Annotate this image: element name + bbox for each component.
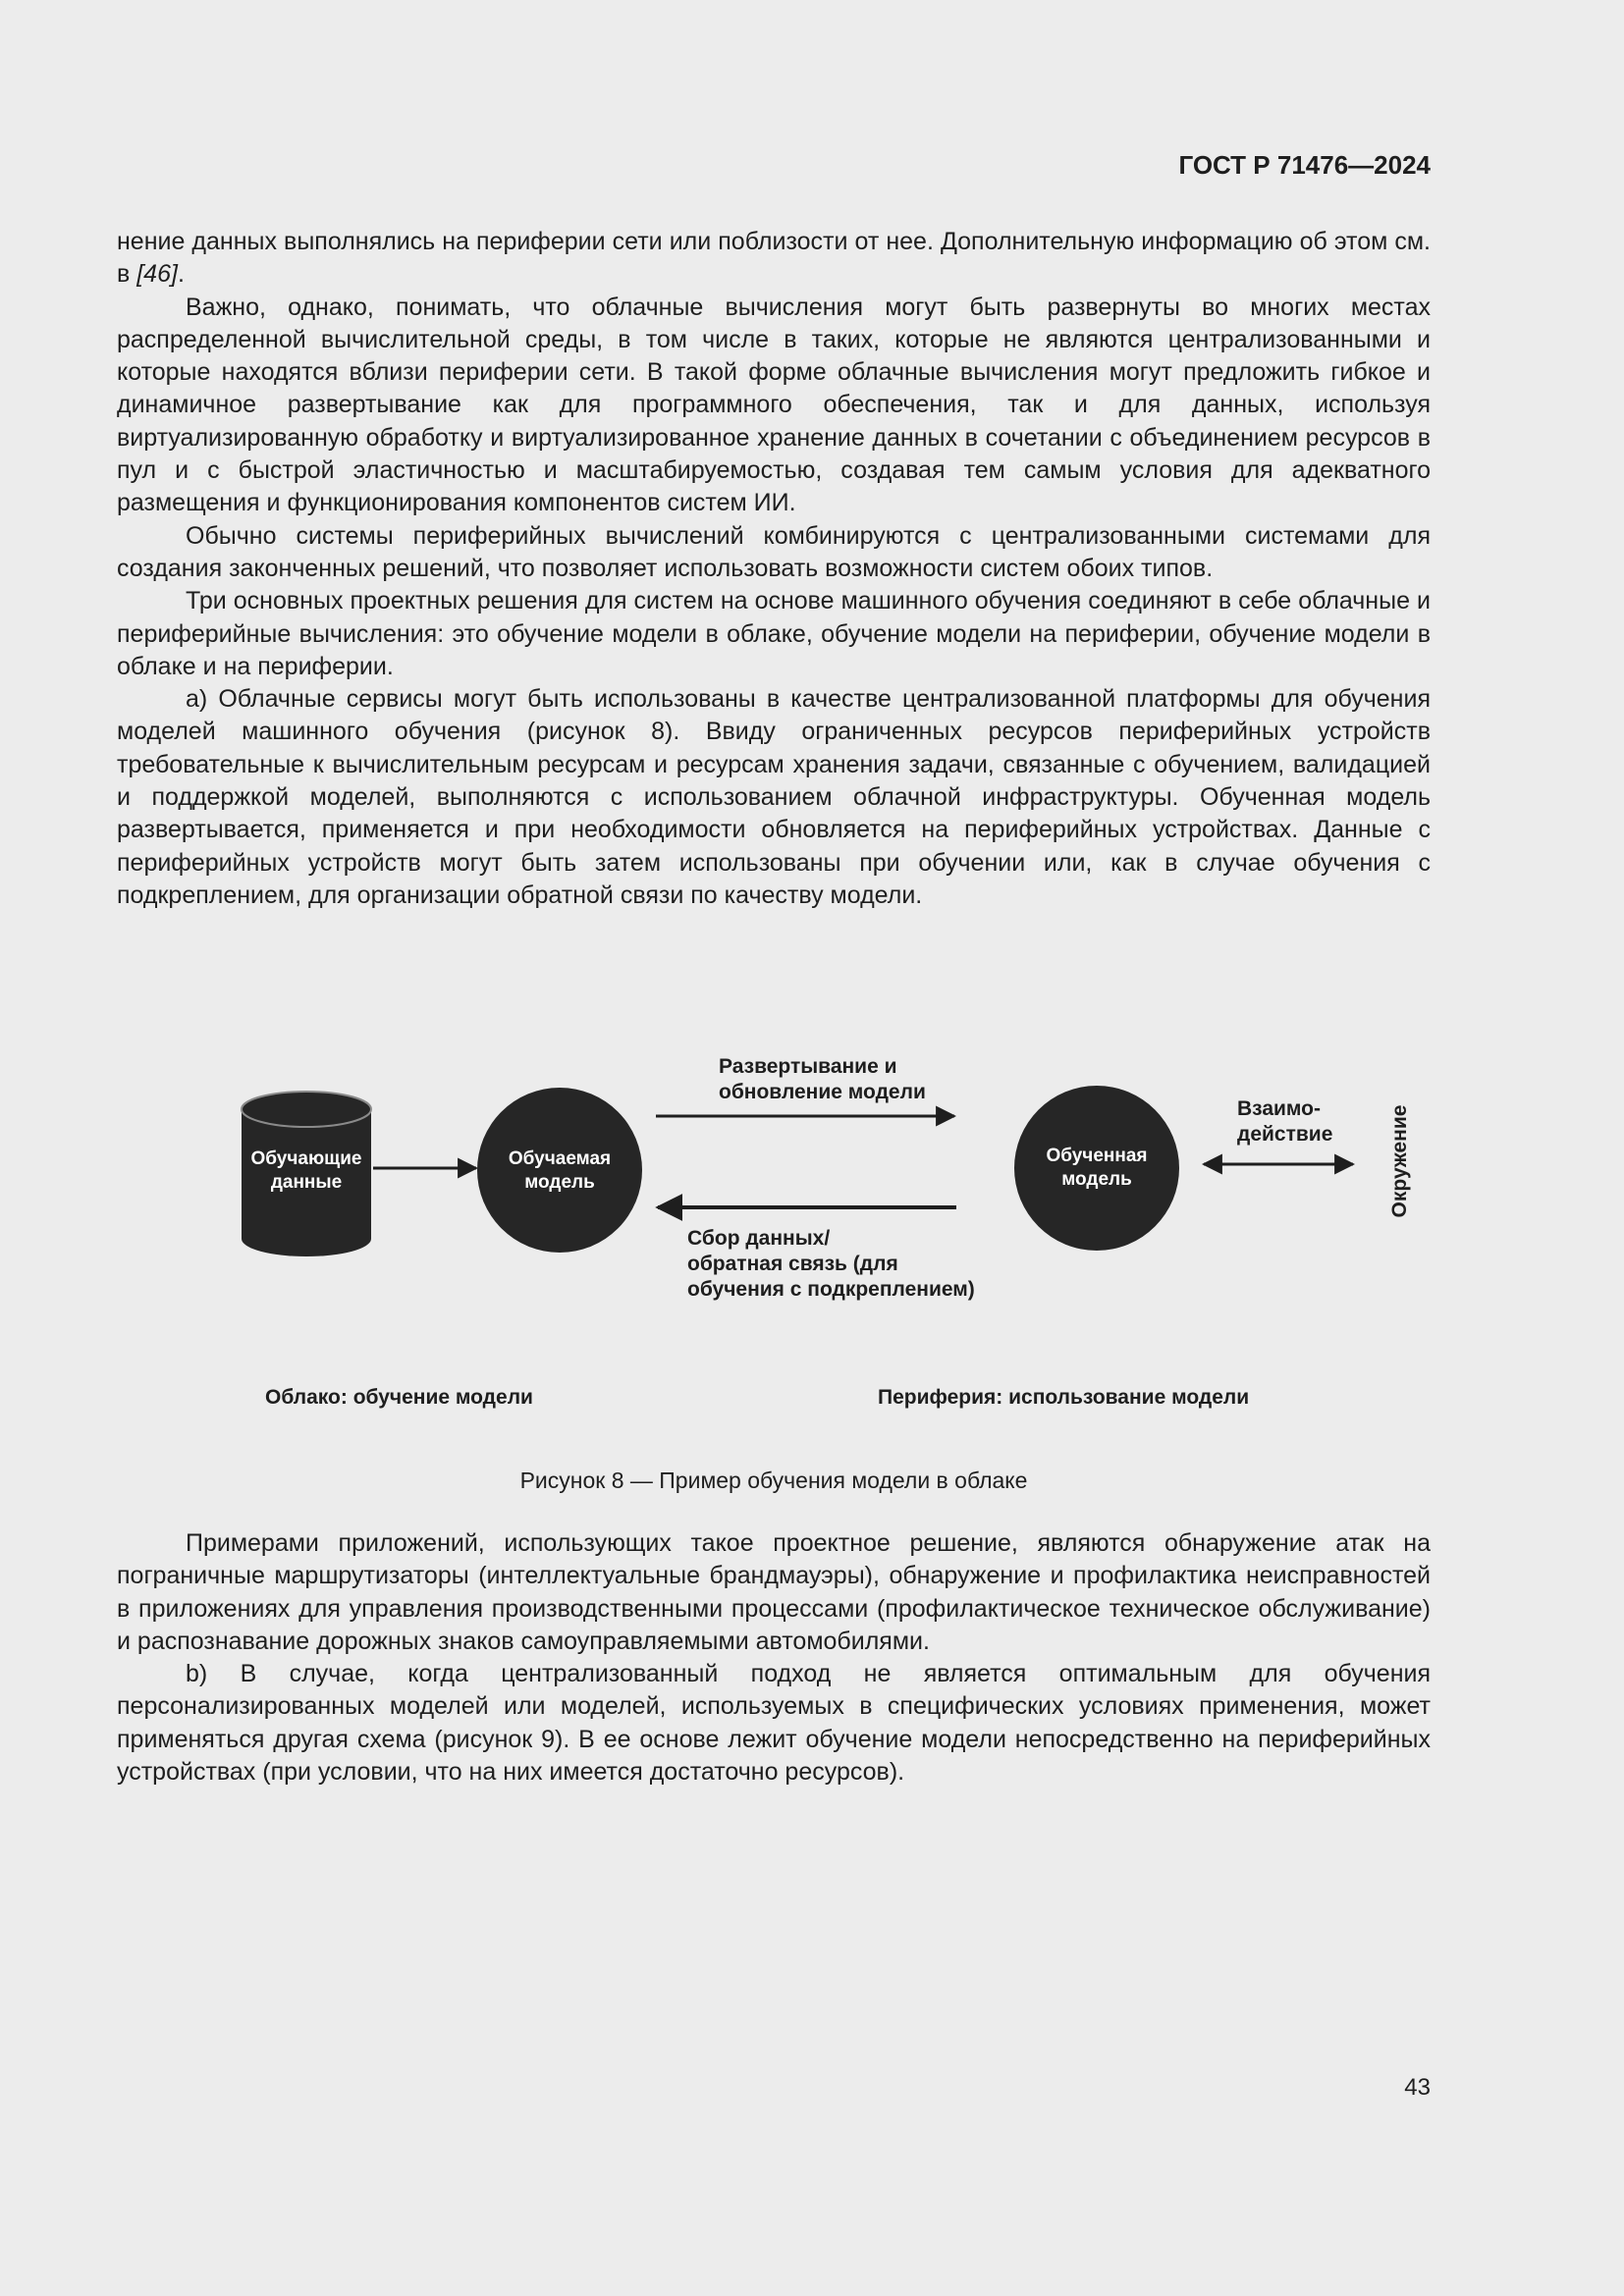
- feedback-label-3: обучения с подкреплением): [687, 1278, 975, 1301]
- citation-ref: [46]: [136, 260, 178, 289]
- edge-caption: Периферия: использование модели: [878, 1386, 1250, 1409]
- paragraph-text: b) В случае, когда централизованный подход не является оптимальным для обучения персонализированных моделей или моделей, используемых в специфических условиях применения, может применяться другая схема (рисунок 9). В ее основе лежит обучение модели непосредственно на периферийных устройствах (при условии, что на них имеется достаточно ресурсов).: [117, 1660, 1431, 1787]
- paragraph-text: Три основных проектных решения для систем на основе машинного обучения соединяют в себе облачные и периферийные вычисления: это обучение модели в облаке, обучение модели на периферии, обучение модели в облаке и на периферии.: [117, 587, 1431, 680]
- paragraph-text: Важно, однако, понимать, что облачные вычисления могут быть развернуты во многих местах распределенной вычислительной среды, в том числе в таких, которые не являются централизованными и которые находятся вблизи периферии сети. В такой форме облачные вычисления могут предложить гибкое и динамичное развертывание как для программного обеспечения, так и для данных, используя виртуализированную обработку и виртуализированное хранение данных в сочетании с объединением ресурсов в пул и с быстрой эластичностью и масштабируемостью, создавая тем самым условия для адекватного размещения и функционирования компонентов систем ИИ.: [117, 293, 1431, 517]
- page-number: 43: [1404, 2074, 1431, 2101]
- deploy-label-1: Развертывание и: [719, 1055, 897, 1078]
- deploy-label-2: обновление модели: [719, 1081, 926, 1103]
- training-data-label-2: данные: [270, 1172, 343, 1193]
- feedback-label-2: обратная связь (для: [687, 1253, 898, 1275]
- interaction-label-2: действие: [1237, 1123, 1333, 1146]
- trained-model-label-1: Обученная: [1046, 1146, 1148, 1166]
- cloud-caption: Облако: обучение модели: [265, 1386, 533, 1409]
- feedback-label-1: Сбор данных/: [687, 1227, 831, 1250]
- training-model-label-2: модель: [524, 1172, 595, 1193]
- interaction-label-1: Взаимо-: [1237, 1097, 1321, 1120]
- paragraph: [117, 1658, 1431, 1789]
- body-text-bottom: [117, 1527, 1431, 1789]
- trained-model-label-2: модель: [1061, 1169, 1132, 1190]
- paragraph-text: нение данных выполнялись на периферии сети или поблизости от нее. Дополнительную информацию об этом см. в: [117, 228, 1431, 289]
- paragraph: [117, 683, 1431, 912]
- paragraph: [117, 292, 1431, 520]
- paragraph: [117, 226, 1431, 292]
- training-data-cylinder: [242, 1092, 371, 1256]
- paragraph: [117, 520, 1431, 586]
- environment-label: Окружение: [1388, 1104, 1411, 1218]
- paragraph-text: .: [177, 260, 185, 289]
- paragraph-text: Примерами приложений, использующих такое проектное решение, являются обнаружение атак на пограничные маршрутизаторы (интеллектуальные брандмауэры), обнаружение и профилактика неисправностей в приложениях для управления производственными процессами (профилактическое техническое обслуживание) и распознавание дорожных знаков самоуправляемыми автомобилями.: [117, 1529, 1431, 1655]
- figure-8-diagram: [177, 1021, 1453, 1433]
- training-model-circle: [477, 1088, 642, 1253]
- figure-caption: Рисунок 8 — Пример обучения модели в облаке: [519, 1468, 1028, 1493]
- paragraph-text: a) Облачные сервисы могут быть использованы в качестве централизованной платформы для обучения моделей машинного обучения (рисунок 8). Ввиду ограниченных ресурсов периферийных устройств требовательные к вычислительным ресурсам и ресурсам хранения задачи, связанные с обучением, валидацией и поддержкой моделей, выполняются с использованием облачной инфраструктуры. Обученная модель развертывается, применяется и при необходимости обновляется на периферийных устройствах. Данные с периферийных устройств могут быть затем использованы при обучении или, как в случае обучения с подкреплением, для организации обратной связи по качеству модели.: [117, 685, 1431, 909]
- body-text-top: [117, 226, 1431, 912]
- trained-model-circle: [1014, 1086, 1179, 1251]
- document-header: ГОСТ Р 71476—2024: [1178, 150, 1431, 180]
- paragraph: [117, 585, 1431, 683]
- training-data-label-1: Обучающие: [250, 1148, 362, 1169]
- paragraph: [117, 1527, 1431, 1658]
- training-model-label-1: Обучаемая: [508, 1148, 612, 1169]
- paragraph-text: Обычно системы периферийных вычислений комбинируются с централизованными системами для создания законченных решений, что позволяет использовать возможности систем обоих типов.: [117, 521, 1431, 582]
